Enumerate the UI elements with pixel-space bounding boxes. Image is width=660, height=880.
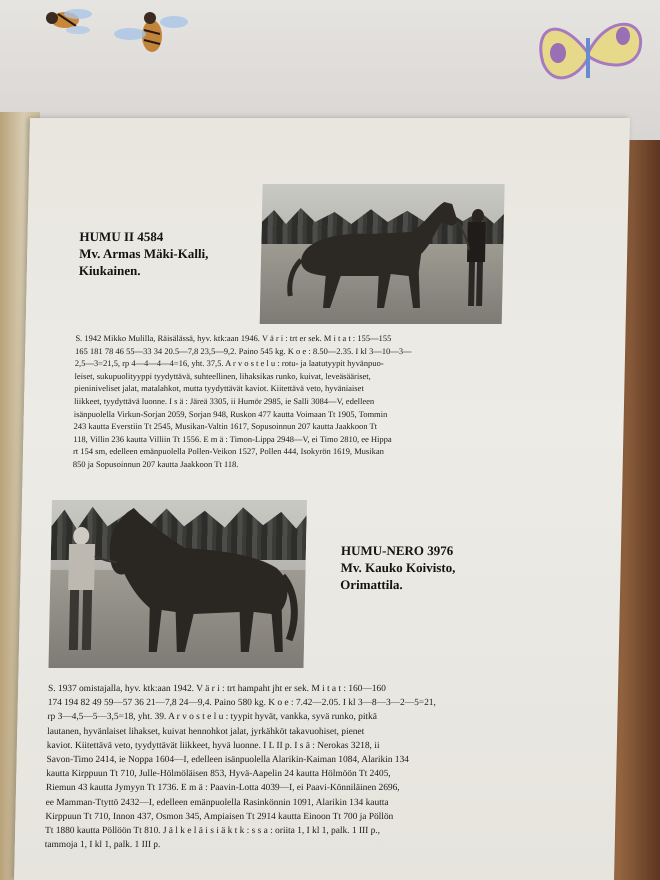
entry1-place: Kiukainen. bbox=[78, 263, 141, 278]
entry1-text-line: pieniniveliset jalat, matalahkot, mutta tyydyttävät kaviot. Kiitettävä veto, hyväniaiset bbox=[74, 383, 364, 394]
entry2-text-line: S. 1937 omistajalla, hyv. ktk:aan 1942. V ä r i : trt hampaht jht er sek. M i t a t : 160—160 bbox=[47, 684, 386, 694]
entry2-owner: Mv. Kauko Koivisto, bbox=[340, 560, 456, 575]
entry1-name: HUMU II 4584 bbox=[79, 229, 164, 244]
entry1-text-line: 243 kautta Everstiin Tt 2545, Musikan-Valtin 1617, Sopusoinnun 207 kautta Jaakkoon Tt bbox=[73, 421, 378, 432]
horse-photo-figure bbox=[280, 192, 493, 322]
entry2-text-line: Kirppuun Tt 710, Innon 437, Osmon 345, Ampiaisen Tt 2914 kautta Einoon Tt 700 ja Pöllön bbox=[45, 811, 394, 822]
entry2-photo bbox=[48, 500, 307, 668]
entry1-photo bbox=[260, 184, 505, 324]
entry2-place: Orimattila. bbox=[340, 577, 403, 592]
entry2-text-line: kautta Kirppuun Tt 710, Julle-Hölmöläisen 853, Hyvä-Aapelin 24 kautta Hölmöön Tt 2405, bbox=[46, 769, 391, 780]
entry2-heading bbox=[340, 542, 456, 593]
entry1-text-line: 850 ja Sopusoinnun 207 kautta Jaakkoon Tt 118. bbox=[72, 458, 239, 469]
entry2-name: HUMU-NERO 3976 bbox=[340, 543, 454, 558]
bee-embroidery-icon bbox=[30, 0, 100, 45]
entry1-text-line: rt 154 sm, edelleen emänpuolella Pollen-Veikon 1527, Pollen 444, Isokyrön 1619, Musikan bbox=[72, 446, 385, 457]
entry1-text-line: isänpuolella Virkun-Sorjan 2059, Sorjan 948, Ruskon 477 kautta Voimaan Tt 1905, Tommin bbox=[73, 408, 388, 419]
entry2-text-line: rp 3—4,5—5—3,5=18, yht. 39. A r v o s t e l u : tyypit hyvät, vankka, syvä runko, pitkä bbox=[47, 712, 378, 723]
entry2-text-line: 174 194 82 49 59—57 36 21—7,8 24—9,4. Paino 580 kg. K o e : 7.42—2.05. I kl 3—8—3—2—5=21, bbox=[47, 698, 436, 709]
entry1-text-line: S. 1942 Mikko Mulilla, Räisälässä, hyv. ktk:aan 1946. V ä r i : trt er sek. M i t a t : 155—155 bbox=[75, 333, 392, 343]
horse-photo-figure bbox=[53, 502, 304, 666]
entry2-text-line: ee Mamman-Ttyttö 2432—I, edelleen emänpuolella Rasinkönnin 1091, Alarikin 134 kautta bbox=[45, 797, 389, 808]
entry1-text-line: 118, Villin 236 kautta Villiin Tt 1556. E m ä : Timon-Lippa 2948—V, ei Timo 2810, ee Hippa bbox=[73, 433, 392, 444]
entry1-text-line: 165 181 78 46 55—33 34 20.5—7,8 23,5—9,2. Paino 545 kg. K o e : 8.50—2.35. I kl 3—10—3— bbox=[75, 345, 412, 356]
entry1-heading bbox=[79, 228, 209, 279]
butterfly-embroidery-icon bbox=[528, 8, 648, 98]
entry1-description bbox=[73, 332, 546, 471]
entry1-owner: Mv. Armas Mäki-Kalli, bbox=[79, 246, 209, 261]
entry2-text-line: Riemun 43 kautta Jymyyn Tt 1736. E m ä : Paavin-Lotta 4039—I, ei Paavi-Könniläinen 2696, bbox=[45, 783, 400, 794]
entry2-text-line: lautanen, hyvänlaiset lihakset, kuivat hennohkot jalat, jyrkähköt takavuohiset, pienet bbox=[47, 726, 365, 737]
entry1-text-line: leiset, sukupuolityyppi tyydyttävä, suhteellinen, lihaksikas runko, kuivat, leveäsääriset, bbox=[74, 370, 371, 381]
entry2-text-line: tammoja 1, I kl 1, palk. 1 III p. bbox=[44, 840, 161, 851]
entry1-text-line: 2,5—3=21,5, rp 4—4—4—4=16, yht. 37,5. A r v o s t e l u : rotu- ja laatutyypit hyvänpuo- bbox=[74, 358, 384, 369]
entry2-text-line: Savon-Timo 2414, ie Noppa 1604—I, edelleen isänpuolella Alarikin-Kaiman 1084, Alarikin 134 bbox=[46, 755, 410, 766]
bee-embroidery-icon bbox=[110, 0, 190, 65]
book-page bbox=[14, 118, 630, 880]
entry2-text-line: Tt 1880 kautta Pöllöön Tt 810. J ä l k e l ä i s i ä k t k : s s a : oriita 1, I kl 1, palk. 1 III p., bbox=[44, 826, 381, 837]
entry2-text-line: kaviot. Kiitettävä veto, tyydyttävät liikkeet, hyvä luonne. I L II p. I s ä : Nerokas 3218, ii bbox=[46, 740, 380, 751]
entry2-description bbox=[45, 682, 549, 852]
entry1-text-line: liikkeet, tyydyttävä luonne. I s ä : Järeä 3305, ii Humör 2985, ie Salli 3084—V, edelleen bbox=[73, 395, 375, 406]
